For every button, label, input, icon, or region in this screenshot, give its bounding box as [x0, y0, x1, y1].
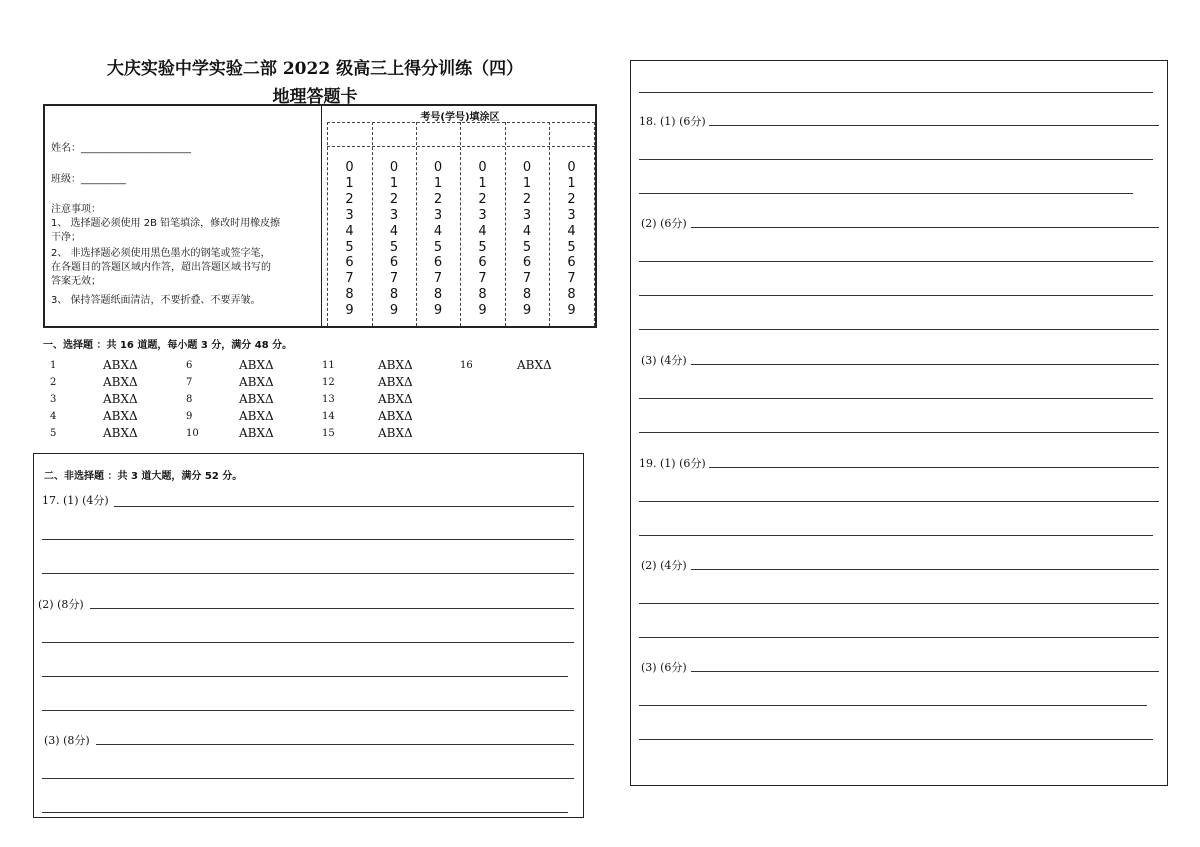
exam-digit-bubble[interactable]: 1: [567, 175, 576, 191]
exam-digit-bubble[interactable]: 3: [433, 207, 443, 223]
question-number: 2: [50, 377, 57, 388]
answer-line[interactable]: [639, 603, 1159, 604]
question-number: 12: [322, 377, 335, 388]
exam-digit-bubble[interactable]: 4: [389, 223, 399, 239]
exam-digit-bubble[interactable]: 1: [433, 175, 443, 191]
class-blank: _________: [81, 174, 126, 185]
question-number: 11: [322, 360, 335, 371]
answer-line[interactable]: [42, 676, 568, 677]
exam-digit-bubble[interactable]: 7: [345, 271, 354, 287]
exam-digit-bubble[interactable]: 2: [433, 191, 443, 207]
q18-3-label: (3) (4分): [641, 354, 687, 367]
exam-digit-bubble[interactable]: 0: [345, 160, 354, 175]
question-number: 9: [186, 411, 193, 422]
exam-digit-bubble[interactable]: 8: [345, 287, 354, 303]
notice-3: 3、 保持答题纸面清洁，不要折叠、不要弄皱。: [51, 295, 261, 306]
exam-digit-bubble[interactable]: 5: [522, 239, 532, 255]
exam-digit-bubble[interactable]: 3: [522, 207, 532, 223]
answer-line[interactable]: [691, 227, 1159, 228]
exam-digit-bubble[interactable]: 6: [478, 255, 487, 271]
exam-digit-bubble[interactable]: 4: [345, 223, 354, 239]
answer-line[interactable]: [691, 569, 1159, 570]
exam-digit-bubble[interactable]: 8: [389, 287, 399, 303]
exam-digit-bubble[interactable]: 1: [522, 175, 532, 191]
exam-number-title: 考号(学号)填涂区: [420, 112, 500, 123]
question-number: 5: [50, 428, 57, 439]
exam-digit-bubble[interactable]: 4: [433, 223, 443, 239]
answer-line[interactable]: [42, 812, 568, 813]
exam-digit-bubble[interactable]: 5: [478, 239, 487, 255]
grid-divider: [549, 122, 550, 326]
section2-box: [33, 453, 584, 818]
answer-line[interactable]: [639, 501, 1159, 502]
grid-divider: [327, 122, 595, 123]
exam-digit-bubble[interactable]: 1: [389, 175, 399, 191]
exam-digit-bubble[interactable]: 2: [345, 191, 354, 207]
answer-line[interactable]: [114, 506, 574, 507]
exam-digit-bubble[interactable]: 7: [522, 271, 532, 287]
answer-line[interactable]: [639, 295, 1153, 296]
grid-divider: [327, 122, 328, 326]
name-blank: ______________________: [81, 143, 191, 154]
exam-digit-bubble[interactable]: 9: [389, 303, 399, 319]
answer-line[interactable]: [639, 535, 1153, 536]
exam-digit-bubble[interactable]: 9: [478, 303, 487, 319]
question-number: 13: [322, 394, 335, 405]
q17-1-label: 17. (1) (4分): [42, 494, 109, 507]
section1-heading: 一、选择题 ：共 16 道题，每小题 3 分，满分 48 分。: [43, 340, 293, 351]
answer-line[interactable]: [639, 739, 1153, 740]
exam-digit-bubble[interactable]: 5: [389, 239, 399, 255]
section2-heading: 二、非选择题 ：共 3 道大题，满分 52 分。: [44, 471, 243, 482]
exam-digit-bubble[interactable]: 0: [478, 160, 487, 175]
answer-line[interactable]: [90, 608, 574, 609]
answer-options[interactable]: ABXΔ: [239, 392, 274, 406]
question-number: 10: [186, 428, 199, 439]
exam-digit-bubble[interactable]: 9: [345, 303, 354, 319]
exam-digit-bubble[interactable]: 8: [567, 287, 576, 303]
sheet-subtitle: 地理答题卡: [272, 87, 358, 107]
exam-digit-bubble[interactable]: 6: [522, 255, 532, 271]
notice-2a: 2、 非选择题必须使用黑色墨水的钢笔或签字笔，: [51, 248, 271, 259]
answer-options[interactable]: ABXΔ: [239, 358, 274, 372]
q19-3-label: (3) (6分): [641, 661, 687, 674]
student-info: [45, 106, 321, 326]
exam-digit-bubble[interactable]: 4: [522, 223, 532, 239]
q18-1-label: 18. (1) (6分): [639, 115, 706, 128]
answer-options[interactable]: ABXΔ: [517, 358, 552, 372]
exam-digit-bubble[interactable]: 5: [433, 239, 443, 255]
answer-options[interactable]: ABXΔ: [103, 358, 138, 372]
class-label: 班级：: [51, 174, 81, 185]
info-divider: [321, 106, 322, 326]
notice-2b: 在各题目的答题区域内作答，超出答题区域书写的: [51, 262, 271, 273]
answer-line[interactable]: [639, 159, 1153, 160]
answer-options[interactable]: ABXΔ: [103, 409, 138, 423]
exam-digit-bubble[interactable]: 3: [478, 207, 487, 223]
question-number: 16: [460, 360, 473, 371]
exam-digit-bubble[interactable]: 3: [567, 207, 576, 223]
exam-digit-bubble[interactable]: 4: [567, 223, 576, 239]
answer-line[interactable]: [709, 467, 1159, 468]
exam-digit-bubble[interactable]: 9: [567, 303, 576, 319]
answer-options[interactable]: ABXΔ: [378, 375, 413, 389]
exam-digit-bubble[interactable]: 5: [567, 239, 576, 255]
question-number: 7: [186, 377, 193, 388]
answer-line[interactable]: [691, 364, 1159, 365]
grid-divider: [505, 122, 506, 326]
answer-line[interactable]: [639, 637, 1159, 638]
exam-digit-bubble[interactable]: 3: [389, 207, 399, 223]
info-box: [43, 104, 597, 328]
answer-line[interactable]: [42, 710, 574, 711]
answer-options[interactable]: ABXΔ: [103, 375, 138, 389]
question-number: 4: [50, 411, 57, 422]
q19-1-label: 19. (1) (6分): [639, 457, 706, 470]
answer-options[interactable]: ABXΔ: [239, 409, 274, 423]
answer-line[interactable]: [42, 573, 574, 574]
answer-line[interactable]: [709, 125, 1159, 126]
answer-line[interactable]: [42, 642, 574, 643]
exam-digit-bubble[interactable]: 8: [478, 287, 487, 303]
question-number: 6: [186, 360, 193, 371]
exam-digit-bubble[interactable]: 2: [389, 191, 399, 207]
answer-line[interactable]: [639, 432, 1159, 433]
answer-options[interactable]: ABXΔ: [378, 392, 413, 406]
answer-line[interactable]: [639, 329, 1159, 330]
exam-digit-bubble[interactable]: 0: [522, 160, 532, 175]
exam-digit-bubble[interactable]: 7: [433, 271, 443, 287]
answer-line[interactable]: [42, 539, 574, 540]
exam-digit-bubble[interactable]: 2: [522, 191, 532, 207]
exam-digit-bubble[interactable]: 0: [389, 160, 399, 175]
notice-1a: 1、 选择题必须使用 2B 铅笔填涂，修改时用橡皮擦: [51, 218, 281, 229]
name-label: 姓名：: [51, 143, 81, 154]
answer-line[interactable]: [639, 92, 1153, 93]
exam-digit-bubble[interactable]: 7: [389, 271, 399, 287]
exam-digit-bubble[interactable]: 8: [522, 287, 532, 303]
exam-digit-bubble[interactable]: 1: [345, 175, 354, 191]
exam-digit-bubble[interactable]: 3: [345, 207, 354, 223]
answer-options[interactable]: ABXΔ: [239, 375, 274, 389]
exam-digit-bubble[interactable]: 6: [389, 255, 399, 271]
exam-digit-bubble[interactable]: 9: [522, 303, 532, 319]
exam-digit-bubble[interactable]: 9: [433, 303, 443, 319]
question-number: 15: [322, 428, 335, 439]
question-number: 1: [50, 360, 57, 371]
exam-digit-bubble[interactable]: 2: [478, 191, 487, 207]
answer-options[interactable]: ABXΔ: [103, 392, 138, 406]
exam-digit-bubble[interactable]: 6: [345, 255, 354, 271]
answer-line[interactable]: [639, 705, 1147, 706]
question-number: 8: [186, 394, 193, 405]
q17-2-label: (2) (8分): [38, 598, 84, 611]
notice-title: 注意事项：: [51, 204, 101, 215]
notice-2c: 答案无效；: [51, 276, 101, 287]
grid-divider: [460, 122, 461, 326]
q19-2-label: (2) (4分): [641, 559, 687, 572]
answer-options[interactable]: ABXΔ: [239, 426, 274, 440]
q18-2-label: (2) (6分): [641, 217, 687, 230]
grid-divider: [594, 122, 595, 326]
answer-line[interactable]: [639, 398, 1153, 399]
grid-divider: [416, 122, 417, 326]
section3-box: [630, 60, 1168, 786]
answer-options[interactable]: ABXΔ: [378, 409, 413, 423]
grid-divider: [372, 122, 373, 326]
exam-digit-bubble[interactable]: 0: [567, 160, 576, 175]
class-field[interactable]: [51, 170, 126, 185]
exam-digit-bubble[interactable]: 2: [567, 191, 576, 207]
exam-digit-bubble[interactable]: 7: [478, 271, 487, 287]
question-number: 14: [322, 411, 335, 422]
exam-digit-bubble[interactable]: 6: [567, 255, 576, 271]
answer-line[interactable]: [639, 261, 1153, 262]
exam-digit-bubble[interactable]: 5: [345, 239, 354, 255]
sheet-title: 大庆实验中学实验二部 2022 级高三上得分训练（四）: [106, 59, 524, 79]
exam-digit-bubble[interactable]: 7: [567, 271, 576, 287]
answer-options[interactable]: ABXΔ: [103, 426, 138, 440]
grid-divider: [327, 146, 595, 147]
exam-digit-bubble[interactable]: 6: [433, 255, 443, 271]
answer-options[interactable]: ABXΔ: [378, 426, 413, 440]
answer-options[interactable]: ABXΔ: [378, 358, 413, 372]
exam-digit-bubble[interactable]: 4: [478, 223, 487, 239]
question-number: 3: [50, 394, 57, 405]
answer-line[interactable]: [639, 193, 1133, 194]
answer-line[interactable]: [691, 671, 1159, 672]
answer-line[interactable]: [96, 744, 574, 745]
exam-digit-bubble[interactable]: 1: [478, 175, 487, 191]
notice-1b: 干净；: [51, 232, 81, 243]
exam-digit-bubble[interactable]: 0: [433, 160, 443, 175]
answer-line[interactable]: [42, 778, 574, 779]
exam-digit-bubble[interactable]: 8: [433, 287, 443, 303]
q17-3-label: (3) (8分): [44, 734, 90, 747]
name-field[interactable]: [51, 139, 191, 154]
